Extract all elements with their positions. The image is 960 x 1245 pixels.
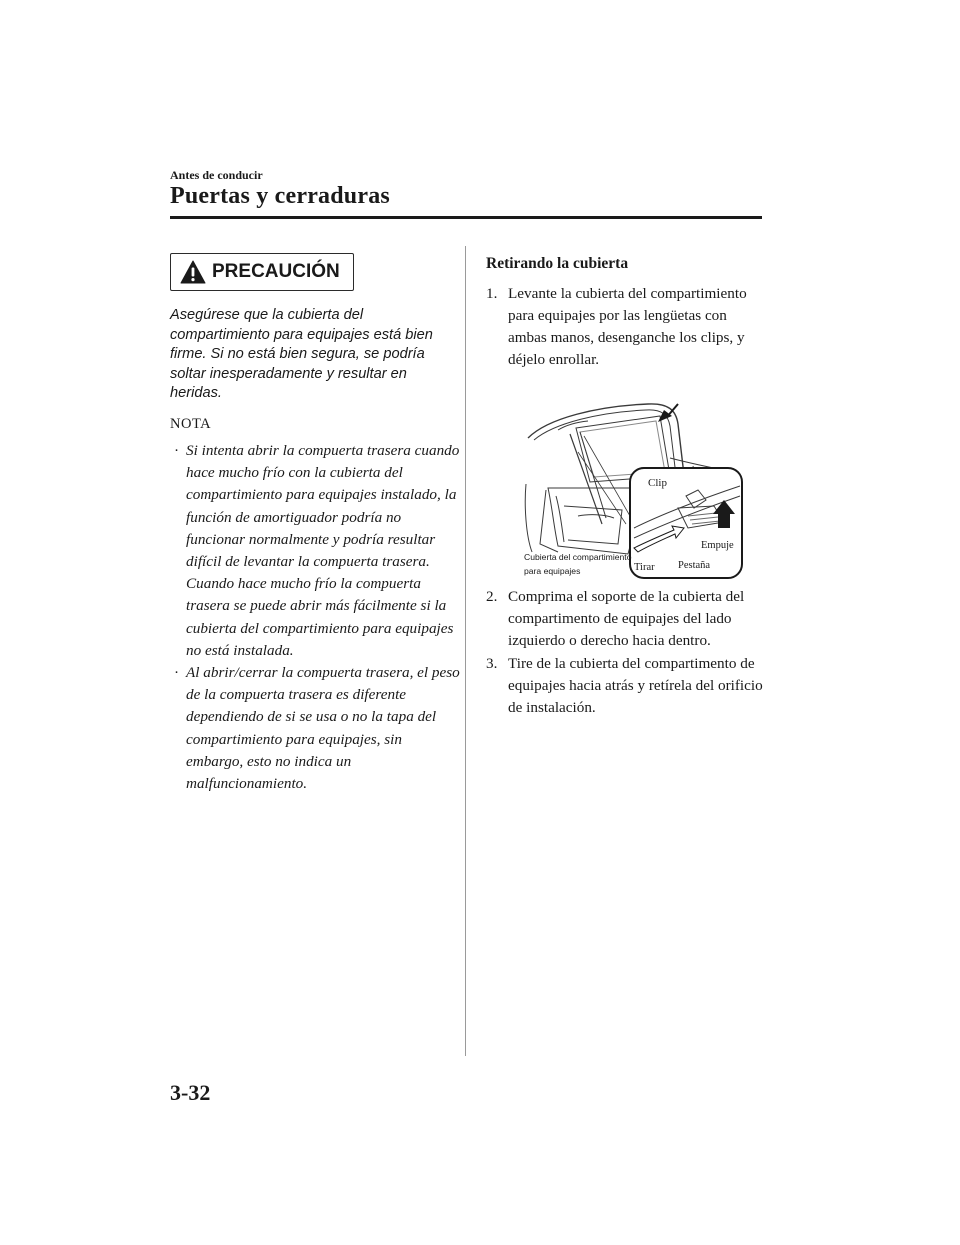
label-tirar: Tirar xyxy=(634,562,655,573)
label-empuje: Empuje xyxy=(701,540,734,551)
column-divider xyxy=(465,246,466,1056)
step-item: 2. Comprima el soporte de la cubierta del compartimento de equipajes del lado izquierdo o derecho hacia dentro. xyxy=(486,588,745,649)
cargo-cover-illustration xyxy=(518,396,746,584)
subsection-title: Retirando la cubierta xyxy=(486,255,629,272)
section-label: Antes de conducir xyxy=(170,168,263,182)
header-rule xyxy=(170,216,762,219)
caution-text: Asegúrese que la cubierta del compartimiento para equipajes está bien firme. Si no está bien segura, se podría soltar inesperadamente y resultar en heridas. xyxy=(170,307,433,401)
caution-title: PRECAUCIÓN xyxy=(212,261,340,282)
note-list xyxy=(170,440,460,795)
steps-list xyxy=(486,283,766,371)
warning-triangle-icon xyxy=(180,260,206,284)
chapter-title: Puertas y cerraduras xyxy=(170,183,390,209)
label-cover-line2: para equipajes xyxy=(524,566,581,576)
note-item: · Al abrir/cerrar la compuerta trasera, el peso de la compuerta trasera es diferente dependiendo de si se usa o no la tapa del compartimiento para equipajes, sin embargo, esto no indica un malfuncionamiento. xyxy=(174,664,460,793)
steps-list xyxy=(486,586,766,720)
label-pestana: Pestaña xyxy=(678,560,711,571)
note-item: · Si intenta abrir la compuerta trasera cuando hace mucho frío con la cubierta del compartimiento para equipajes instalado, la función de amortiguador podría no funcionar normalmente y podría resultar difícil de levantar la compuerta trasera. Cuando hace mucho frío la compuerta trasera se puede abrir más fácilmente si la cubierta del compartimiento para equipajes no está instalada. xyxy=(174,442,460,659)
step-item: 1. Levante la cubierta del compartimiento para equipajes por las lengüetas con ambas manos, desenganche los clips, y déjelo enrollar. xyxy=(486,285,747,368)
label-cover-line1: Cubierta del compartimiento xyxy=(524,552,632,562)
step-item: 3. Tire de la cubierta del compartimento de equipajes hacia atrás y retírela del orificio de instalación. xyxy=(486,655,763,716)
label-clip: Clip xyxy=(648,477,667,489)
page-number: 3-32 xyxy=(170,1080,211,1105)
caution-heading xyxy=(170,253,354,291)
note-label: NOTA xyxy=(170,416,212,432)
